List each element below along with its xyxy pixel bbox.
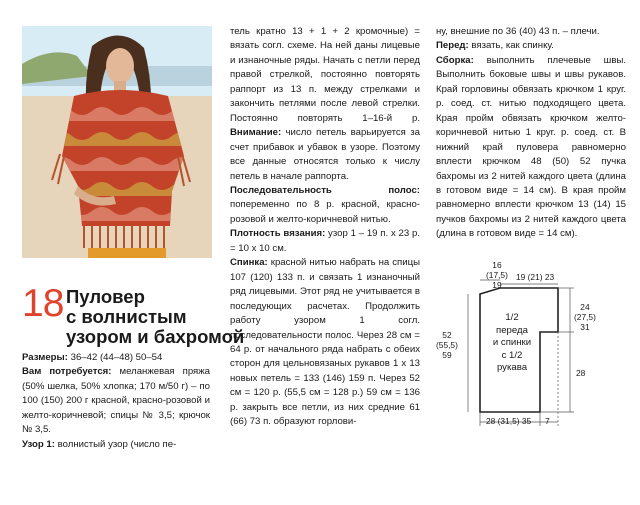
- dim-side-length: 28: [576, 368, 586, 378]
- column-1: [22, 351, 210, 452]
- materials-paragraph: [22, 365, 210, 437]
- column-2: [230, 25, 420, 430]
- pattern-continuation: [230, 25, 420, 184]
- pattern-text: тель кратно 13 + 1 + 2 кромочные) = вязать согл. схеме. На ней даны лицевые и изнаночные ряды. Начать с петли перед правой стрелкой, постоянно повторять раппорт из 13 п. между стрелками и закончить петлями после левой стрелки. Постоянно повторять 1–16-й р.: [230, 26, 420, 124]
- pattern-schematic: [436, 260, 630, 435]
- front-value: вязать, как спинку.: [468, 40, 554, 52]
- density-label: Плотность вязания:: [230, 228, 326, 240]
- pattern-paragraph: [22, 438, 210, 452]
- materials-value: меланжевая пряжа (50% шелка, 50% хлопка; 170 м/50 г) – по 100 (150) 200 г красной, красно-розовой и желто-коричневой; спицы № 3,5; крючок № 3,5.: [22, 366, 210, 436]
- sizes-value: 36–42 (44–48) 50–54: [67, 352, 163, 363]
- density-paragraph: [230, 227, 420, 256]
- sizes-paragraph: [22, 351, 210, 365]
- attention-label: Внимание:: [230, 127, 282, 139]
- dim-neck-width-text: 16 (17,5) 19: [486, 260, 508, 290]
- materials-label: Вам потребуется:: [22, 366, 112, 378]
- dim-bottom-width: 28 (31,5) 35: [486, 416, 532, 426]
- back-label: Спинка:: [230, 257, 268, 269]
- schematic-label: 1/2 переда и спинки с 1/2 рукава: [492, 312, 532, 373]
- dim-sleeve-extension: 7: [545, 416, 550, 426]
- density-value: узор 1 – 19 п. х 23 р. = 10 х 10 см.: [230, 228, 420, 254]
- title-line-2: с волнистым: [66, 306, 187, 327]
- sizes-label: Размеры:: [22, 352, 68, 363]
- title-line-3: узором и бахромой: [66, 326, 245, 347]
- sequence-paragraph: [230, 184, 420, 227]
- neckline-continuation: ну, внешние по 36 (40) 43 п. – плечи.: [436, 26, 600, 37]
- attention-value: число петель варьируется за счет прибавок и убавок в узоре. Поэтому все данные относятся только к числу петель в начале раппорта.: [230, 127, 420, 182]
- dim-neck-width: [486, 260, 508, 290]
- front-label: Перед:: [436, 40, 469, 52]
- dim-total-length: 52 (55,5) 59: [436, 330, 458, 360]
- dim-armhole-depth: 24 (27,5) 31: [574, 302, 596, 332]
- assembly-label: Сборка:: [436, 54, 474, 66]
- model-photo: [22, 26, 212, 258]
- column-3: [436, 25, 626, 242]
- schematic-drawing: [450, 260, 630, 435]
- back-paragraph: [230, 256, 420, 429]
- back-value: красной нитью набрать на спицы 107 (120) 133 п. и связать 1 изнаночный ряд лицевыми. Этот ряд не учитывается в последующих расчетах. Продолжить работу узором 1 согл. последовательности полос. Через 28 см = 64 р. от начального ряда набрать с обеих сторон для цельновязаных рукавов 1 х 13 новых петель = 133 (146) 159 п. Через 52 см = 120 р. (55,5 см = 128 р.) 59 см = 136 р. закрыть все петли, из них средние 61 (66) 73 п. образуют горлови-: [230, 257, 420, 428]
- pattern-value: волнистый узор (число пе-: [54, 438, 177, 450]
- front-paragraph: [436, 39, 626, 53]
- pattern-label: Узор 1:: [22, 438, 55, 450]
- assembly-paragraph: [436, 54, 626, 242]
- assembly-value: выполнить плечевые швы. Выполнить боковые швы и швы рукавов. Край горловины обвязать крючком 1 круг. р. соед. ст. нитью подходящего цвета. Края пройм обвязать крючком желто-коричневой нитью 1 круг. р. соед. ст. В нижний край пуловера равномерно вплести крючком 48 (50) 52 пучка бахромы из 2 нитей каждого цвета (длина в готовом виде = 14 см). В края пройм равномерно вплести крючком 13 (14) 15 пучков бахромы из 2 нитей каждого цвета (длина в готовом виде = 14 см).: [436, 54, 626, 240]
- sequence-label: Последовательность полос:: [230, 184, 420, 196]
- sequence-value: попеременно по 8 р. красной, красно-розовой и желто-коричневой нитью.: [230, 199, 420, 225]
- title-line-1: Пуловер: [66, 286, 145, 307]
- dim-shoulder-width: 19 (21) 23: [516, 272, 555, 282]
- model-illustration: [22, 26, 212, 258]
- article-number: 18: [22, 282, 64, 325]
